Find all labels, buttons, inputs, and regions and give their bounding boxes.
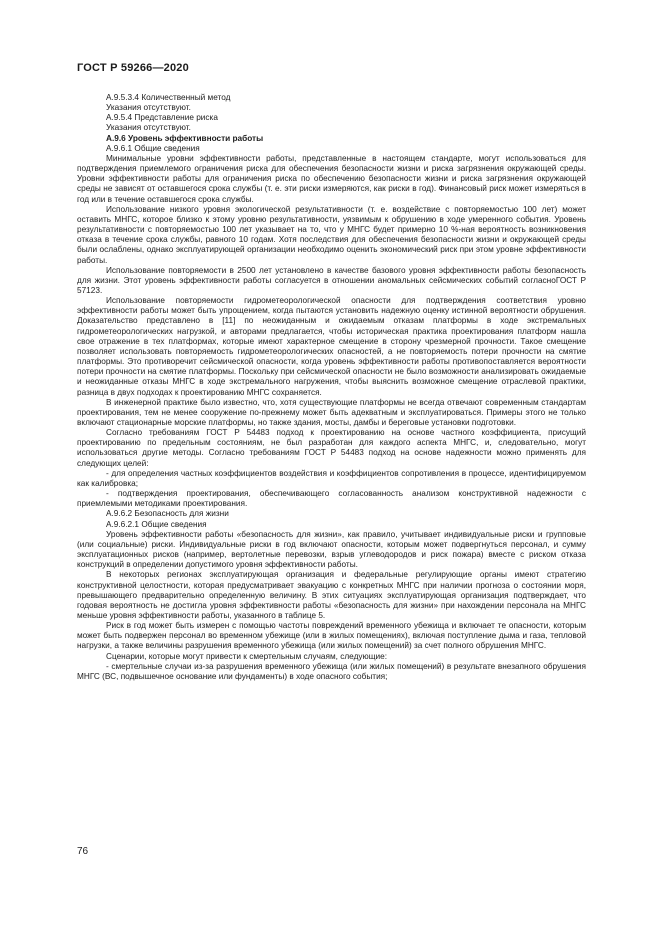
paragraph: Использование повторяемости в 2500 лет установлено в качестве базового уровня эффективности работы безопасность для жизни. Этот уровень эффективности работы согласуется в отношении аномальных сейсмических событий согласноГОСТ Р 57123. — [77, 265, 586, 295]
paragraph: Уровень эффективности работы «безопасность для жизни», как правило, учитывает индивидуальные риски и групповые (или социальные) риски. Индивидуальные риски в год включают опасности, которым может подвергнуться персонал, и сумму эксплуатационных рисков (например, вертолетные перевозки, взрыв углеводородов и риск пожара) вместе с риском отказа конструкций в определении допустимого уровня эффективности работы. — [77, 529, 586, 570]
clause-heading: А.9.5.3.4 Количественный метод — [106, 93, 231, 102]
clause-heading: А.9.6.1 Общие сведения — [106, 143, 200, 153]
paragraph: Использование повторяемости гидрометеорологической опасности для подтверждения соответствия уровню эффективности работы может быть упрощением, когда пытаются установить надежную оценку истинной вероятности обрушения. Доказательство представлено в [11] по неожиданным и ожидаемым отказам платформы в ходе экстремальных гидрометеорологических нагрузкой, и авторами предлагается, чтобы историческая практика проектирования платформ нашла свое отражение в тех платформах, которые имеют характерное смещение в сторону чрезмерной прочности. Такое смещение позволяет использовать повторяемость гидрометеорологических опасностей, а не повторяемость потери прочности на смятие платформы. Это противоречит сейсмической опасности, когда уровень эффективности работы противопоставляется вероятности потери прочности на смятие платформы. Поскольку при сейсмической опасности не было возможности анализировать ожидаемые и неожиданные отказы МНГС в ходе экстремального нагружения, чтобы выяснить возможное смещение отраслевой практики, разница в двух подходах к проектированию МНГС сохраняется. — [77, 296, 586, 397]
paragraph: Сценарии, которые могут привести к смертельным случаям, следующие: — [106, 651, 387, 661]
section-heading: А.9.6 Уровень эффективности работы — [106, 133, 264, 143]
paragraph: Указания отсутствуют. — [106, 103, 191, 113]
page-number: 76 — [77, 846, 89, 857]
paragraph: Указания отсутствуют. — [106, 123, 191, 133]
list-item: - для определения частных коэффициентов воздействия и коэффициентов сопротивления в процессе, идентифицируемом как калибровка; — [77, 468, 586, 488]
clause-heading: А.9.6.2 Безопасность для жизни — [106, 509, 229, 519]
paragraph: Минимальные уровни эффективности работы, представленные в настоящем стандарте, могут использоваться для подтверждения приемлемого ограничения риска для обеспечения безопасности жизни и риска загрязнения окружающей среды. Уровни эффективности работы для ограничения риска по обеспечению безопасности жизни и риска загрязнения окружающей среды не зависят от оставшегося срока службы (т. е. эти риски измеряются, как риски в год). Финансовый риск может измеряться в год или в течение оставшегося срока службы. — [77, 153, 586, 204]
standard-header: ГОСТ Р 59266—2020 — [77, 62, 189, 74]
paragraph: Использование низкого уровня экологической результативности (т. е. воздействие с повторяемостью 100 лет) может оставить МНГС, которое близко к этому уровню результативности, уязвимым к обрушению в ходе умеренного события. Уровень результативности с повторяемостью 100 лет указывает на то, что у МНГС будет примерно 10 %-ная вероятность возникновения отказа в течение срока службы, равного 10 годам. Хотя последствия для обеспечения безопасности жизни и окружающей среды были ослаблены, однако эксплуатирующей организации необходимо оценить экономический риск при этом уровне эффективности работы. — [77, 204, 586, 265]
paragraph: В инженерной практике было известно, что, хотя существующие платформы не всегда отвечают современным стандартам проектирования, тем не менее сооружение по-прежнему может быть адекватным и эксплуатироваться. Примеры этого не только включают стационарные морские платформы, но также здания, мосты, дамбы и береговые установки подготовки. — [77, 397, 586, 427]
clause-heading: А.9.6.2.1 Общие сведения — [106, 519, 207, 529]
body-text — [77, 93, 586, 682]
list-item: - смертельные случаи из-за разрушения временного убежища (или жилых помещений) в результате внезапного обрушения МНГС (ВС, подвышечное основание или фундаменты) в ходе опасного события; — [77, 661, 586, 681]
paragraph: Риск в год может быть измерен с помощью частоты повреждений временного убежища и включает те опасности, которым может быть подвержен персонал во временном убежище (или в жилых помещениях), включая поступление дыма и газа, тепловой нагрузки, а также величины разрушения временного убежища (или жилых помещений) за счет полного обрушения МНГС. — [77, 621, 586, 651]
clause-heading: А.9.5.4 Представление риска — [106, 113, 218, 123]
list-item: - подтверждения проектирования, обеспечивающего согласованность анализом конструктивной надежности с приемлемыми методиками проектирования. — [77, 489, 586, 509]
paragraph: В некоторых регионах эксплуатирующая организация и федеральные регулирующие органы имеют стратегию конструктивной целостности, которая предусматривает эвакуацию с конкретных МНГС при наличии прогноза о состоянии моря, превышающего предварительно определенную величину. В этих ситуациях эксплуатирующая организация подтверждает, что годовая вероятность не достигла уровня эффективности работы «безопасность для жизни» при нахождении персонала на МНГС меньше уровня эффективности работы, указанного в таблице 5. — [77, 570, 586, 620]
paragraph: Согласно требованиям ГОСТ Р 54483 подход к проектированию на основе частного коэффициента, присущий проектированию по предельным состояниям, не был разработан для каждого аспекта МНГС, и, следовательно, могут использоваться другие методы. Согласно требованиям ГОСТ Р 54483 подход на основе надежности можно применять для следующих целей: — [77, 428, 586, 468]
